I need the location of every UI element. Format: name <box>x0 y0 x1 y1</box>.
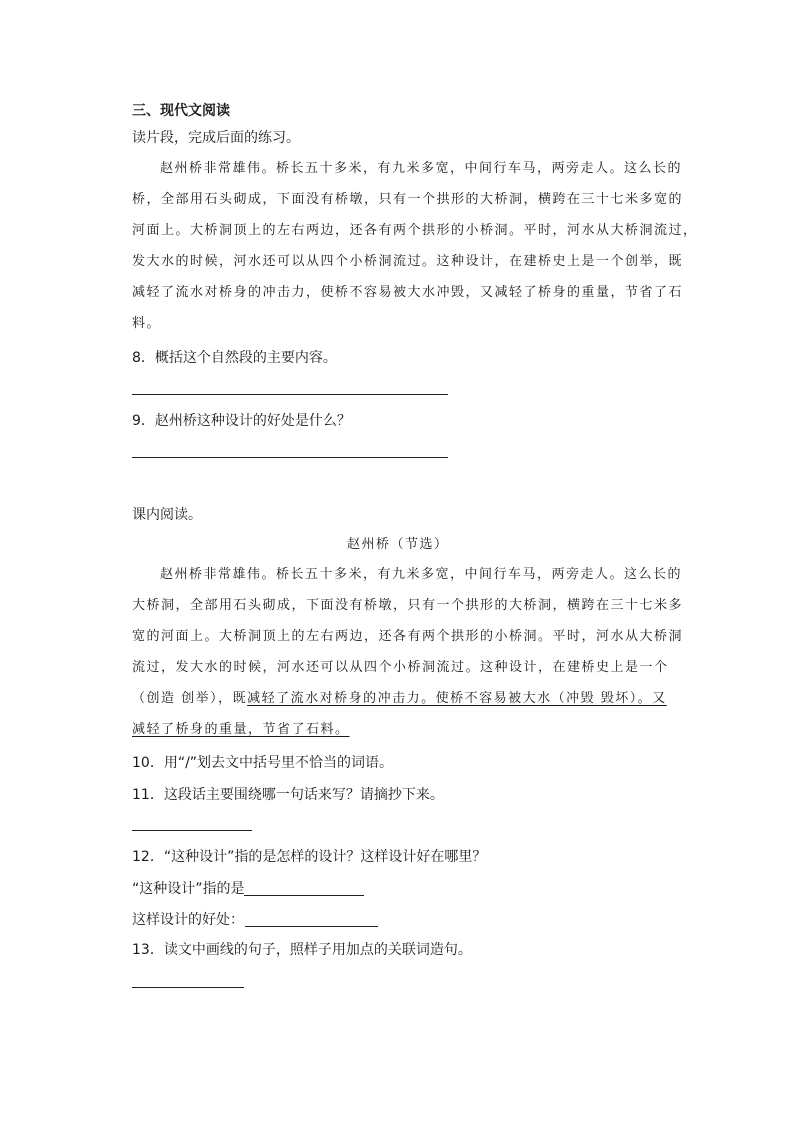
underlined-sentence: 减轻了桥身的重量，节省了石料。 <box>132 722 350 737</box>
answer-line-12b[interactable] <box>245 926 378 927</box>
question-13: 13．读文中画线的句子，照样子用加点的关联词造句。 <box>132 942 472 958</box>
passage-line: 料。 <box>132 316 162 331</box>
underlined-sentence: 减轻了流水对桥身的冲击力。使桥不容易被大水（冲毁 毁坏）。又 <box>247 691 667 706</box>
passage-line <box>132 721 350 739</box>
answer-line-11[interactable] <box>132 830 252 831</box>
passage-line: 河面上。大桥洞顶上的左右两边，还各有两个拱形的小桥洞。平时，河水从大桥洞流过， <box>132 223 698 238</box>
question-10: 10．用“/”划去文中括号里不恰当的词语。 <box>132 755 394 771</box>
answer-line-12a[interactable] <box>244 895 364 896</box>
passage-line: 减轻了流水对桥身的冲击力，使桥不容易被大水冲毁，又减轻了桥身的重量，节省了石 <box>132 285 684 300</box>
part2-instruction: 课内阅读。 <box>132 507 202 523</box>
part1-instruction: 读片段，完成后面的练习。 <box>132 130 300 146</box>
answer-line-13[interactable] <box>132 987 244 988</box>
question-8: 8．概括这个自然段的主要内容。 <box>132 350 337 366</box>
section-title: 三、现代文阅读 <box>132 103 230 119</box>
answer-line-8[interactable] <box>132 394 448 395</box>
passage-line: 发大水的时候，河水还可以从四个小桥洞流过。这种设计，在建桥史上是一个创举，既 <box>132 254 684 269</box>
passage-line: 流过，发大水的时候，河水还可以从四个小桥洞流过。这种设计，在建桥史上是一个 <box>132 660 669 675</box>
passage-line: 宽的河面上。大桥洞顶上的左右两边，还各有两个拱形的小桥洞。平时，河水从大桥洞 <box>132 629 684 644</box>
passage-line: 大桥洞，全部用石头砌成，下面没有桥墩，只有一个拱形的大桥洞，横跨在三十七米多 <box>132 598 684 613</box>
passage-line: 桥，全部用石头砌成，下面没有桥墩，只有一个拱形的大桥洞，横跨在三十七米多宽的 <box>132 192 684 207</box>
passage-title: 赵州桥（节选） <box>347 537 449 552</box>
passage-line: 赵州桥非常雄伟。桥长五十多米，有九米多宽，中间行车马，两旁走人。这么长的 <box>160 567 683 582</box>
question-12b-label: 这样设计的好处： <box>132 912 244 928</box>
passage-text: （创造 创举），既 <box>132 691 248 706</box>
question-11: 11．这段话主要围绕哪一句话来写？请摘抄下来。 <box>132 787 444 803</box>
answer-line-9[interactable] <box>132 457 448 458</box>
question-12a-label: “这种设计”指的是 <box>132 881 245 897</box>
question-12: 12．“这种设计”指的是怎样的设计？这样设计好在哪里？ <box>132 849 487 865</box>
passage-line <box>132 690 667 708</box>
question-9: 9．赵州桥这种设计的好处是什么？ <box>132 413 351 429</box>
passage-line: 赵州桥非常雄伟。桥长五十多米，有九米多宽，中间行车马，两旁走人。这么长的 <box>160 161 683 176</box>
